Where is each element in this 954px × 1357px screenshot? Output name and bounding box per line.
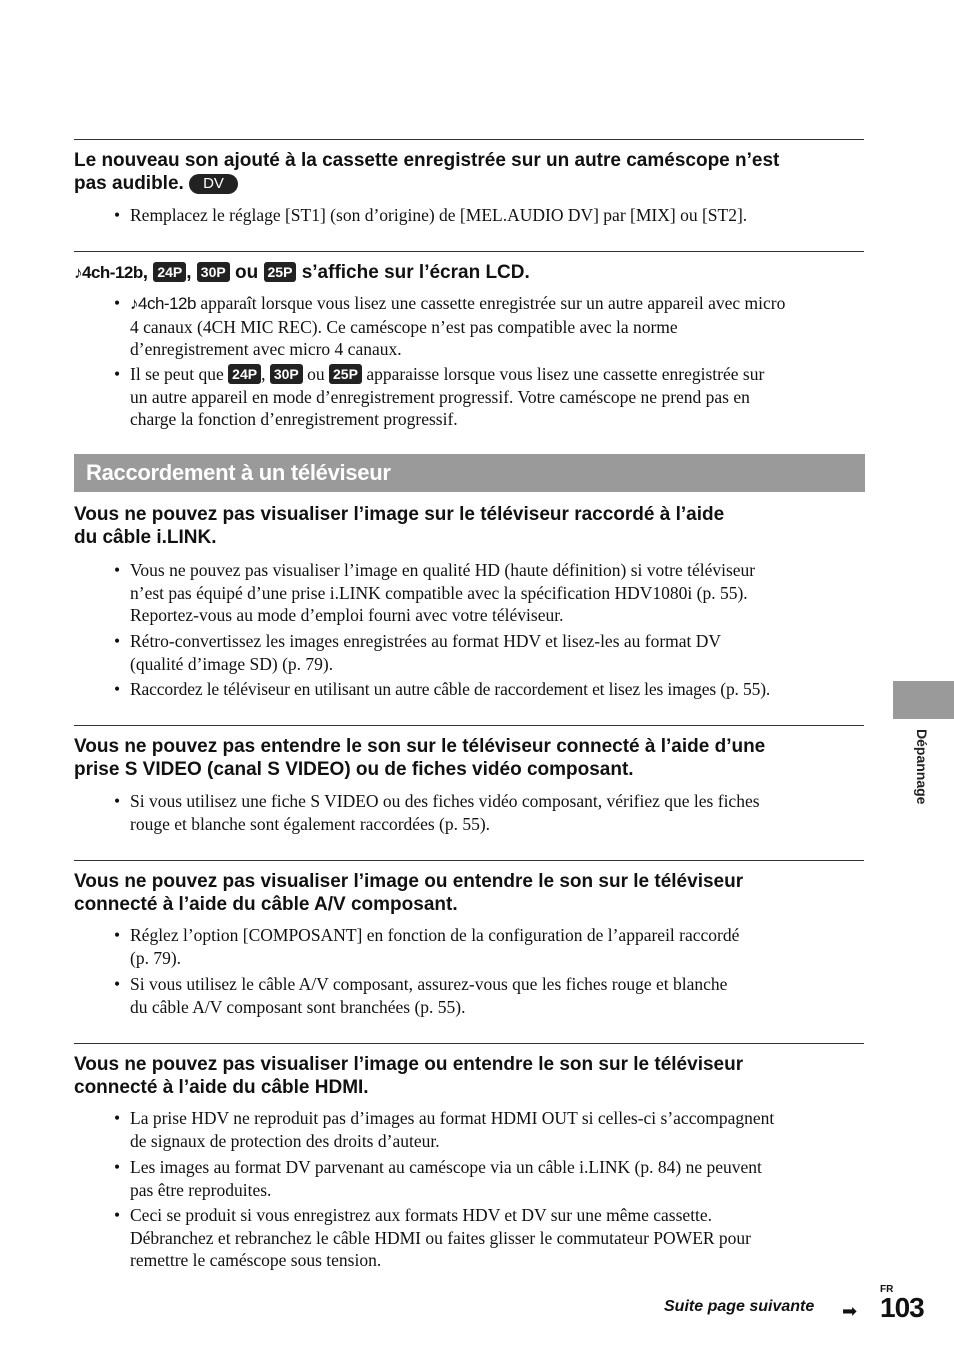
list-item: • ♪4ch-12b apparaît lorsque vous lisez une cassette enregistrée sur un autre appareil avec micro 4 canaux (4CH MIC REC). Ce caméscope n’est pas compatible avec la norme d’enregistrement avec micro 4 canaux. bbox=[114, 292, 882, 361]
language-code: FR bbox=[880, 1284, 894, 1295]
list-item: • Si vous utilisez une fiche S VIDEO ou des fiches vidéo composant, vérifiez que les fiches rouge et blanche sont également raccordées (p. 55). bbox=[114, 790, 882, 835]
list-item: • Vous ne pouvez pas visualiser l’image en qualité HD (haute définition) si votre téléviseur n’est pas équipé d’une prise i.LINK compatible avec la spécification HDV1080i (p. 55). Reportez-vous au mode d’emploi fourni avec votre téléviseur. bbox=[114, 559, 882, 627]
list-item: • Remplacez le réglage [ST1] (son d’origine) de [MEL.AUDIO DV] par [MIX] ou [ST2]. bbox=[114, 204, 882, 227]
heading-lcd-indicators: ♪4ch-12b, 24P , 30P ou 25P s’affiche sur l’écran LCD. bbox=[74, 262, 530, 283]
heading-new-sound-inaudible: Le nouveau son ajouté à la cassette enregistrée sur un autre caméscope n’est pas audible. DV bbox=[74, 150, 780, 194]
4ch-12b-icon: ♪4ch-12b bbox=[74, 263, 143, 282]
heading-hdmi: Vous ne pouvez pas visualiser l’image ou entendre le son sur le téléviseur connecté à l’aide du câble HDMI. bbox=[74, 1054, 744, 1098]
30p-badge: 30P bbox=[197, 262, 230, 282]
page-number: 103 bbox=[880, 1292, 924, 1323]
side-tab-marker bbox=[893, 681, 954, 719]
arrow-right-icon: ➡ bbox=[842, 1301, 858, 1322]
divider bbox=[74, 251, 864, 252]
heading-svideo-no-sound: Vous ne pouvez pas entendre le son sur le téléviseur connecté à l’aide d’une prise S VIDEO (canal S VIDEO) ou de fiches vidéo composant. bbox=[74, 736, 766, 780]
dv-badge: DV bbox=[189, 174, 238, 194]
list-item: • Les images au format DV parvenant au caméscope via un câble i.LINK (p. 84) ne peuvent pas être reproduites. bbox=[114, 1156, 882, 1201]
24p-badge: 24P bbox=[228, 364, 261, 384]
divider bbox=[74, 860, 864, 861]
list-item: • Raccordez le téléviseur en utilisant un autre câble de raccordement et lisez les images (p. 55). bbox=[114, 678, 882, 701]
continued-next-page: Suite page suivante bbox=[664, 1298, 815, 1315]
side-tab-label: Dépannage bbox=[914, 729, 930, 805]
section-title-bar: Raccordement à un téléviseur bbox=[74, 454, 865, 492]
list-item: • Si vous utilisez le câble A/V composant, assurez-vous que les fiches rouge et blanche du câble A/V composant sont branchées (p. 55). bbox=[114, 973, 882, 1018]
4ch-12b-icon: ♪4ch-12b bbox=[130, 294, 196, 313]
heading-av-component: Vous ne pouvez pas visualiser l’image ou entendre le son sur le téléviseur connecté à l’aide du câble A/V composant. bbox=[74, 871, 744, 915]
list-item: • La prise HDV ne reproduit pas d’images au format HDMI OUT si celles-ci s’accompagnent de signaux de protection des droits d’auteur. bbox=[114, 1107, 882, 1152]
list-item: • Il se peut que 24P , 30P ou 25P apparaisse lorsque vous lisez une cassette enregistrée sur un autre appareil en mode d’enregistrement progressif. Votre caméscope ne prend pas en charge la fonction d’enregistrement progressif. bbox=[114, 363, 882, 431]
heading-ilink-no-image: Vous ne pouvez pas visualiser l’image sur le téléviseur raccordé à l’aide du câble i.LINK. bbox=[74, 504, 725, 548]
24p-badge: 24P bbox=[153, 262, 186, 282]
list-item: • Réglez l’option [COMPOSANT] en fonction de la configuration de l’appareil raccordé (p. 79). bbox=[114, 924, 882, 969]
30p-badge: 30P bbox=[270, 364, 303, 384]
list-item: • Rétro-convertissez les images enregistrées au format HDV et lisez-les au format DV (qualité d’image SD) (p. 79). bbox=[114, 630, 882, 675]
25p-badge: 25P bbox=[329, 364, 362, 384]
list-item: • Ceci se produit si vous enregistrez aux formats HDV et DV sur une même cassette. Débranchez et rebranchez le câble HDMI ou faites glisser le commutateur POWER pour remettre le caméscope sous tension. bbox=[114, 1204, 882, 1272]
divider bbox=[74, 139, 864, 140]
25p-badge: 25P bbox=[264, 262, 297, 282]
divider bbox=[74, 1043, 864, 1044]
divider bbox=[74, 725, 864, 726]
